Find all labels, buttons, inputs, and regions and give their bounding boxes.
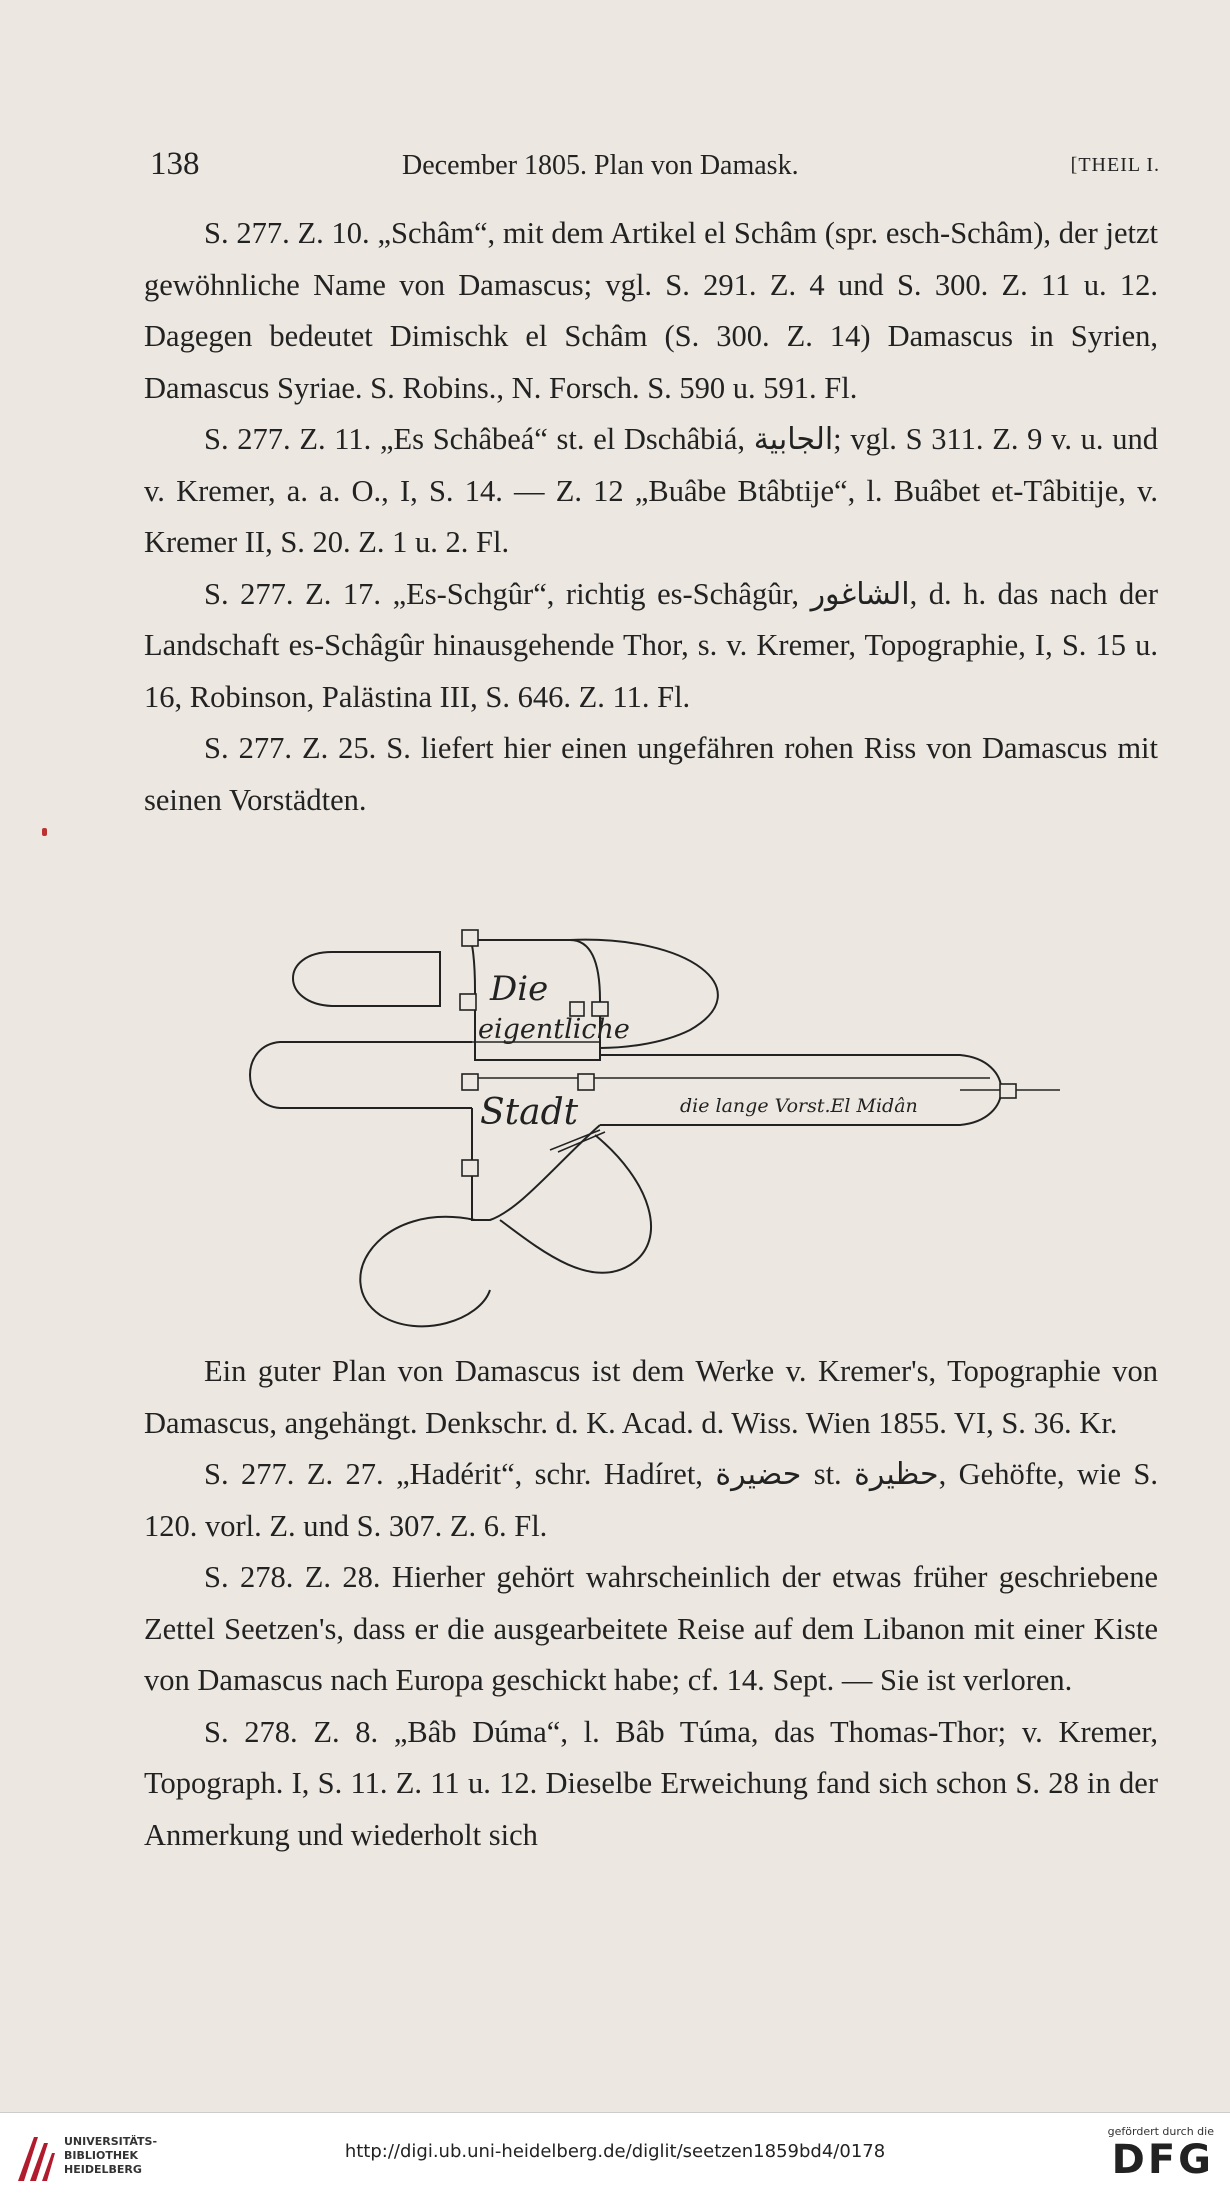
paragraph: S. 277. Z. 10. „Schâm“, mit dem Artikel el Schâm (spr. esch-Schâm), der jetzt gewöhnliche Name von Damascus; vgl. S. 291. Z. 4 und S. 300. Z. 11 u. 12. Dagegen bedeutet Dimischk el Schâm (S. 300. Z. 14) Damascus in Syrien, Damascus Syriae. S. Robins., N. Forsch. S. 590 u. 591. Fl. <box>144 216 1158 405</box>
gate-marker <box>460 994 476 1010</box>
paragraph: S. 277. Z. 25. S. liefert hier einen ungefähren rohen Riss von Damascus mit seinen Vorstädten. <box>144 731 1158 817</box>
running-title: December 1805. Plan von Damask. <box>402 150 799 181</box>
gate-marker <box>462 1074 478 1090</box>
section-label: [THEIL I. <box>1070 154 1160 176</box>
damascus-sketch-map <box>240 920 1080 1340</box>
arabic-term: حضيرة <box>715 1457 802 1492</box>
gate-marker <box>462 1160 478 1176</box>
viewer-footer <box>0 2112 1230 2206</box>
gate-marker <box>578 1074 594 1090</box>
arabic-term: الشاغور <box>810 576 910 612</box>
south-loop <box>360 1217 490 1326</box>
label-stadt: Stadt <box>480 1092 579 1133</box>
margin-mark <box>42 828 47 836</box>
page-url-link[interactable]: http://digi.ub.uni-heidelberg.de/diglit/seetzen1859bd4/0178 <box>344 2141 886 2162</box>
body-text-bottom <box>144 1346 1158 1861</box>
library-name: UNIVERSITÄTS- BIBLIOTHEK HEIDELBERG <box>64 2135 158 2176</box>
gate-marker <box>1000 1084 1016 1098</box>
arabic-term: حظيرة <box>854 1457 939 1492</box>
paragraph: Ein guter Plan von Damascus ist dem Werke v. Kremer's, Topographie von Damascus, angehängt. Denkschr. d. K. Acad. d. Wiss. Wien 1855. VI, S. 36. Kr. <box>144 1354 1158 1440</box>
southeast-lobe <box>500 1135 651 1273</box>
label-eigentliche: eigentliche <box>478 1014 630 1045</box>
dfg-logo: DFG <box>1111 2137 1214 2183</box>
paragraph: S. 278. Z. 8. „Bâb Dúma“, l. Bâb Túma, das Thomas-Thor; v. Kremer, Topograph. I, S. 11. Z. 11 u. 12. Dieselbe Erweichung fand sich schon S. 28 in der Anmerkung und wiederholt sich <box>144 1714 1158 1852</box>
running-header <box>150 146 1160 186</box>
page-number: 138 <box>150 146 200 182</box>
gate-marker <box>462 930 478 946</box>
paragraph: S. 277. Z. 27. „Hadérit“, schr. Hadíret, حضيرة st. حظيرة, Gehöfte, wie S. 120. vorl. Z. und S. 307. Z. 6. Fl. <box>144 1457 1159 1543</box>
paragraph: S. 278. Z. 28. Hierher gehört wahrscheinlich der etwas früher geschriebene Zettel Seetzen's, dass er die ausgearbeitete Reise auf dem Libanon mit einer Kiste von Damascus nach Europa geschickt habe; cf. 14. Sept. — Sie ist verloren. <box>144 1560 1158 1697</box>
arabic-term: الجابية <box>753 422 834 457</box>
funding-note: gefördert durch die <box>1107 2125 1214 2138</box>
paragraph: S. 277. Z. 17. „Es-Schgûr“, richtig es-Schâgûr, الشاغور, d. h. das nach der Landschaft es-Schâgûr hinausgehende Thor, s. v. Kremer, Topographie, I, S. 15 u. 16, Robinson, Palästina III, S. 646. Z. 11. Fl. <box>144 576 1158 714</box>
label-midan: die lange Vorst.El Midân <box>680 1095 918 1117</box>
body-text-top <box>144 208 1158 826</box>
paragraph: S. 277. Z. 11. „Es Schâbeá“ st. el Dschâbiá, الجابية; vgl. S 311. Z. 9 v. u. und v. Kremer, a. a. O., I, S. 14. — Z. 12 „Buâbe Btâbtije“, l. Buâbet et-Tâbitije, v. Kremer II, S. 20. Z. 1 u. 2. Fl. <box>144 422 1158 559</box>
label-die: Die <box>490 969 549 1009</box>
upper-loop <box>293 952 440 1006</box>
funder-logo[interactable] <box>1082 2125 1214 2182</box>
west-arm <box>250 1042 472 1108</box>
